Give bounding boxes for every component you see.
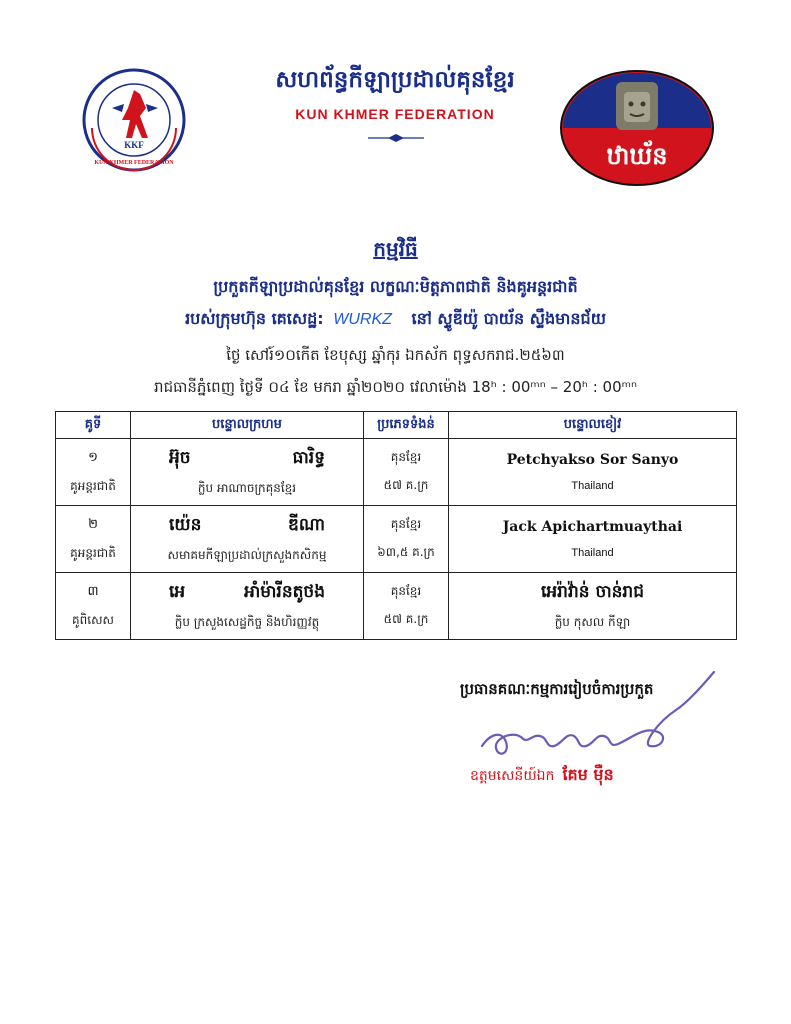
red-fighter-family: អាំម៉ារីនតូថង [244,581,325,602]
signatory-title: ប្រធានគណៈកម្មការរៀបចំការប្រកួត [460,680,654,698]
org-name-khmer: សហព័ន្ធកីឡាប្រដាល់គុនខ្មែរ [275,67,515,93]
weight-class: ៥៧ គ.ក្រ [383,478,429,492]
weight-cell [364,573,449,640]
header-bout-number: គូទី [56,412,131,439]
red-corner-cell [131,573,364,640]
ornament-divider [368,134,424,142]
bout-category: គូអន្តរជាតិ [70,478,116,493]
blue-fighter-name: អេរ៉ាវ៉ាន់ ចាន់រាជ [540,581,645,602]
bayon-logo-text: ឋាឃ័ន [606,142,668,170]
bout-number-cell [56,439,131,506]
red-corner-cell [131,439,364,506]
blue-fighter-name: Petchyakso Sor Sanyo [506,452,679,468]
bout-number: ១ [88,449,98,465]
red-fighter-family: ធារិទ្ធ [292,447,325,468]
signatory-name-line [470,764,750,788]
table-header-row [56,412,737,439]
weight-cell [364,439,449,506]
fight-style: គុនខ្មែរ [390,450,422,464]
org-name-english: KUN KHMER FEDERATION [295,106,495,122]
red-fighter-name [135,581,359,606]
table-row [56,506,737,573]
red-fighter-name [135,447,359,472]
blue-fighter-name: Jack Apichartmuaythai [502,519,683,535]
blue-fighter-club: ក្លិប កុសល កីឡា [554,614,631,629]
document-header [0,60,791,200]
bout-category: គូពិសេស [72,612,114,627]
bout-number-cell [56,506,131,573]
blue-corner-cell [449,506,737,573]
red-fighter-club: សមាគមកីឡាប្រដាល់ក្រសួងកសិកម្ម [167,547,327,562]
venue: នៅ ស្ទូឌីយ៉ូ បាយ័ន ស្ទឹងមានជ័យ [411,309,606,328]
red-fighter-given: យ៉េន [169,514,202,535]
header-red-corner: បន្ទោលក្រហម [131,412,364,439]
signatory-rank: ឧត្តមសេនីយ៍ឯក [470,768,555,784]
weight-class: ៥៧ គ.ក្រ [383,612,429,626]
header-weight-class: ប្រភេទទំងន់ [364,412,449,439]
event-sponsor-line [0,308,791,332]
fight-style: គុនខ្មែរ [390,584,422,598]
bout-category: គូអន្តរជាតិ [70,545,116,560]
weight-class: ៦៣,៥ គ.ក្រ [377,545,435,559]
red-fighter-family: ឌីណា [288,514,325,535]
kkf-logo-ring-text: KUN KHMER FEDERATION [94,160,174,166]
kkf-logo-text: KKF [124,140,144,150]
table-row [56,439,737,506]
red-fighter-given: អ៊ុច [169,447,191,468]
blue-corner-cell [449,573,737,640]
weight-cell [364,506,449,573]
red-fighter-name [135,514,359,539]
sponsor-name: WURKZ [333,311,392,328]
event-description: ប្រកួតកីឡាប្រដាល់គុនខ្មែរ លក្ខណៈមិត្តភាពជាតិ និងគូអន្តរជាតិ [213,277,578,296]
bout-number: ៣ [87,583,99,599]
blue-fighter-club: Thailand [571,480,614,492]
red-fighter-club: ក្លិប ក្រសួងសេដ្ឋកិច្ច និងហិរញ្ញវត្ថុ [174,614,320,629]
event-date-time: រាជធានីភ្នំពេញ ថ្ងៃទី ០៤ ខែ មករា ឆ្នាំ២០២០ វេលាម៉ោង 18ʰ : 00ᵐⁿ – 20ʰ : 00ᵐⁿ [154,378,637,396]
handwritten-signature [462,650,732,780]
kkf-logo [82,68,186,172]
program-title: កម្មវិធី [373,237,418,261]
red-corner-cell [131,506,364,573]
red-fighter-club: ក្លិប អាណាចក្រគុនខ្មែរ [197,480,297,495]
fight-style: គុនខ្មែរ [390,517,422,531]
lunar-date: ថ្ងៃ សៅរ៍១០កើត ខែបុស្ស ឆ្នាំកុរ ឯកស័ក ពុទ្ធសករាជ.២៥៦៣ [226,346,565,364]
signatory-name: គែម ម៉ឺន [562,765,614,784]
fight-card-table [55,411,737,640]
sponsor-prefix: របស់ក្រុមហ៊ុន គេសេដ្ឋ: [185,309,324,328]
blue-corner-cell [449,439,737,506]
bout-number: ២ [88,516,98,532]
table-row [56,573,737,640]
bayon-studio-logo [558,68,716,188]
header-blue-corner: បន្ទោលខៀវ [449,412,737,439]
red-fighter-given: អេ [169,581,186,602]
blue-fighter-club: Thailand [571,547,614,559]
bout-number-cell [56,573,131,640]
